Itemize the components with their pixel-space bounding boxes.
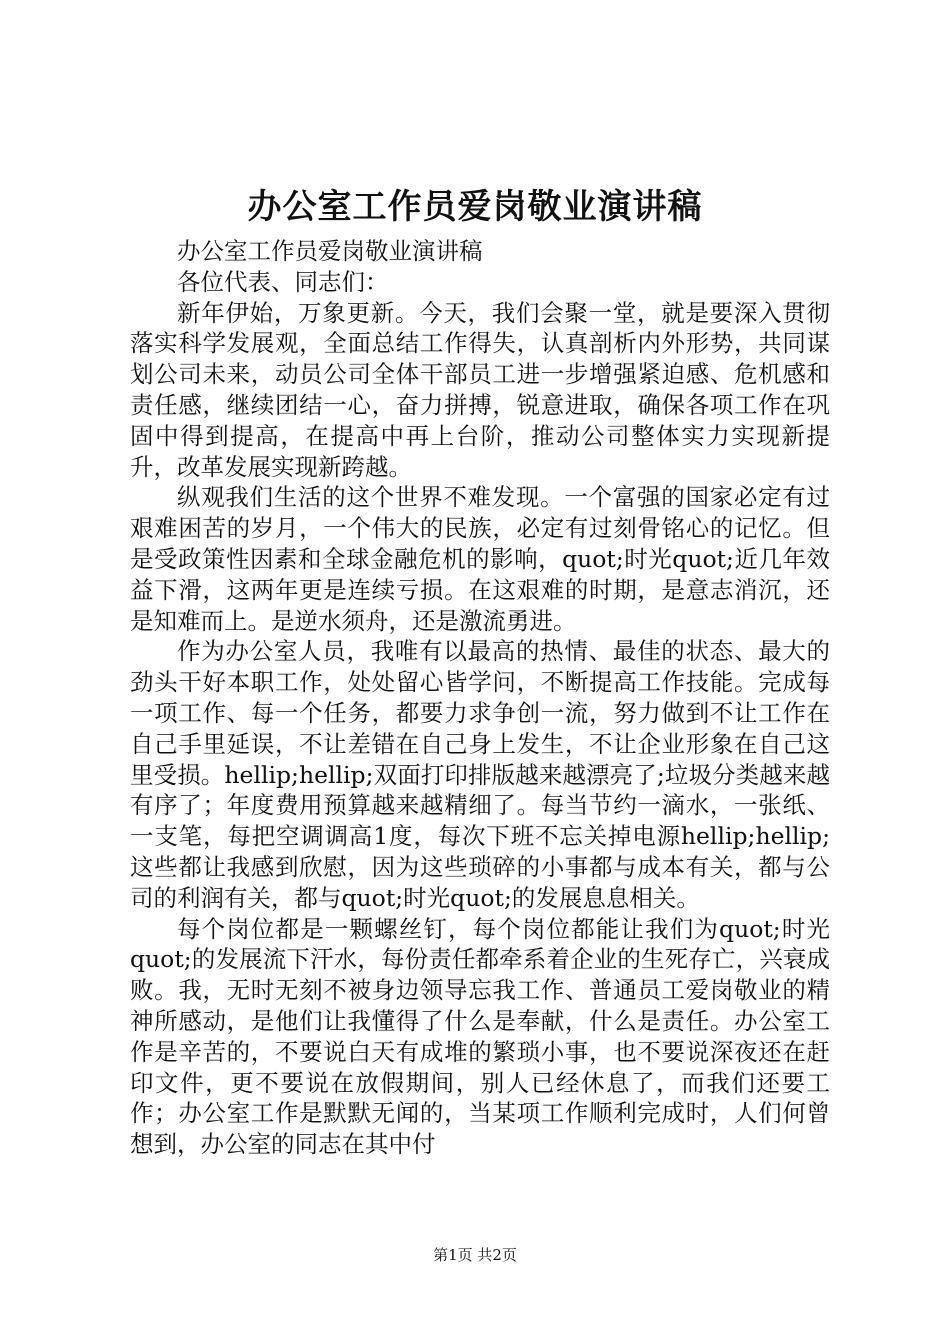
paragraph: 新年伊始，万象更新。今天，我们会聚一堂，就是要深入贯彻落实科学发展观，全面总结工作得失，认真剖析内外形势，共同谋划公司未来，动员公司全体干部员工进一步增强紧迫感、危机感和责任感，继续团结一心，奋力拼搏，锐意进取，确保各项工作在巩固中得到提高，在提高中再上台阶，推动公司整体实力实现新提升，改革发展实现新跨越。 [130,298,830,481]
paragraph: 每个岗位都是一颗螺丝钉，每个岗位都能让我们为quot;时光quot;的发展流下汗水，每份责任都牵系着企业的生死存亡，兴衰成败。我，无时无刻不被身边领导忘我工作、普通员工爱岗敬业的精神所感动，是他们让我懂得了什么是奉献，什么是责任。办公室工作是辛苦的，不要说白天有成堆的繁琐小事，也不要说深夜还在赶印文件，更不要说在放假期间，别人已经休息了，而我们还要工作；办公室工作是默默无闻的，当某项工作顺利完成时，人们何曾想到，办公室的同志在其中付 [130,914,830,1159]
paragraph-salutation: 各位代表、同志们： [177,267,389,296]
paragraph-subtitle: 办公室工作员爱岗敬业演讲稿 [177,237,483,265]
paragraph: 作为办公室人员，我唯有以最高的热情、最佳的状态、最大的劲头干好本职工作，处处留心皆学问，不断提高工作技能。完成每一项工作、每一个任务，都要力求争创一流，努力做到不让工作在自己手里延误，不让差错在自己身上发生，不让企业形象在自己这里受损。hellip;hellip;双面打印排版越来越漂亮了;垃圾分类越来越有序了；年度费用预算越来越精细了。每当节约一滴水，一张纸、一支笔，每把空调调高1度，每次下班不忘关掉电源hellip;hellip;这些都让我感到欣慰，因为这些琐碎的小事都与成本有关，都与公司的利润有关，都与quot;时光quot;的发展息息相关。 [130,637,830,912]
paragraph: 纵观我们生活的这个世界不难发现。一个富强的国家必定有过艰难困苦的岁月，一个伟大的民族，必定有过刻骨铭心的记忆。但是受政策性因素和全球金融危机的影响，quot;时光quot;近几年效益下滑，这两年更是连续亏损。在这艰难的时期，是意志消沉，还是知难而上。是逆水须舟，还是激流勇进。 [130,483,830,635]
page-footer-indicator: 第1页 共2页 [433,1246,517,1264]
document-title: 办公室工作员爱岗敬业演讲稿 [247,187,703,227]
document-body [130,236,830,1160]
